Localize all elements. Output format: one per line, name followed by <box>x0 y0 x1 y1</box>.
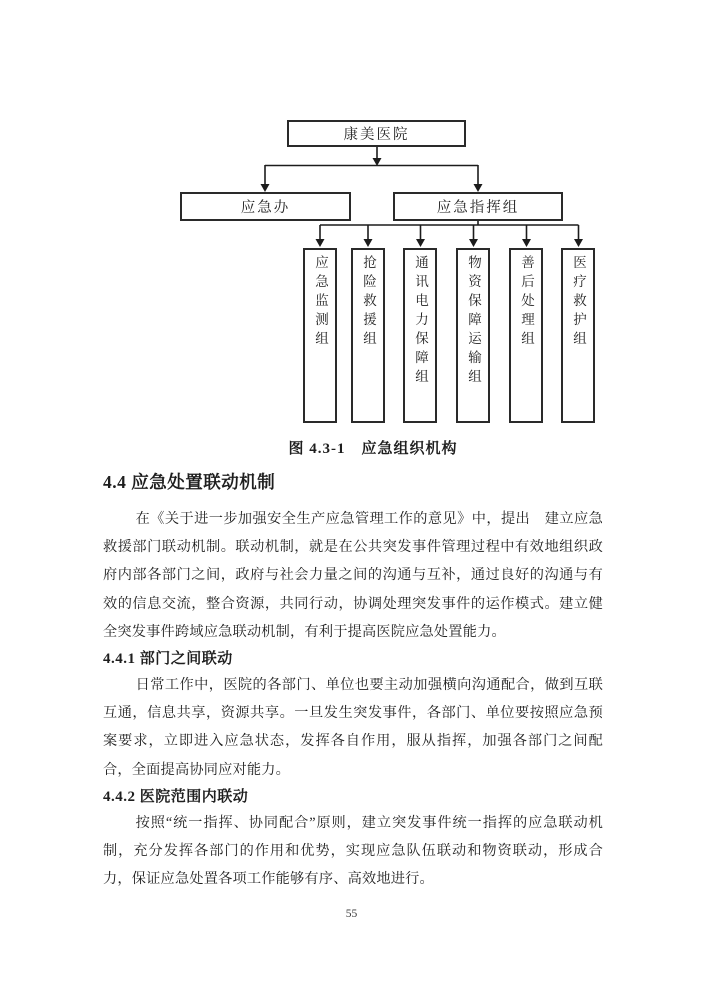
org-node-medical-aid-group-label: 医疗救护组 <box>571 255 586 350</box>
org-node-aftermath-group-label: 善后处理组 <box>519 255 534 350</box>
section-heading-4-4: 4.4 应急处置联动机制 <box>103 472 276 492</box>
section-paragraph-4-4-1: 日常工作中，医院的各部门、单位也要主动加强横向沟通配合，做到互联互通，信息共享，资源共享。一旦发生突发事件，各部门、单位要按照应急预案要求，立即进入应急状态，发挥各自作用，服从指挥，加强各部门之间配合，全面提高协同应对能力。 <box>103 677 603 778</box>
org-node-rescue-group <box>351 248 385 423</box>
org-node-hospital-label: 康美医院 <box>343 127 410 143</box>
org-node-rescue-group-label: 抢险救援组 <box>361 255 376 350</box>
org-node-monitoring-group-label: 应急监测组 <box>313 255 328 350</box>
org-node-supplies-transport-group <box>456 248 490 423</box>
figure-caption: 图 4.3-1 应急组织机构 <box>288 441 458 457</box>
org-node-aftermath-group <box>509 248 543 423</box>
org-node-command-group-label: 应急指挥组 <box>436 200 520 216</box>
section-paragraph-4-4-2: 按照“统一指挥、协同配合”原则，建立突发事件统一指挥的应急联动机制，充分发挥各部门的作用和优势，实现应急队伍联动和物资联动，形成合力，保证应急处置各项工作能够有序、高效地进行。 <box>103 814 603 888</box>
org-node-emergency-office-label: 应急办 <box>240 200 291 216</box>
section-heading-4-4-1: 4.4.1 部门之间联动 <box>103 651 233 668</box>
org-node-hospital <box>287 120 466 147</box>
org-node-comms-power-group <box>403 248 437 423</box>
org-node-medical-aid-group <box>561 248 595 423</box>
org-node-command-group <box>393 192 563 221</box>
org-node-monitoring-group <box>303 248 337 423</box>
section-heading-4-4-2: 4.4.2 医院范围内联动 <box>103 788 249 805</box>
body-text <box>103 464 603 893</box>
org-node-comms-power-group-label: 通讯电力保障组 <box>413 255 428 388</box>
org-node-supplies-transport-group-label: 物资保障运输组 <box>466 255 481 388</box>
page-number: 55 <box>345 908 358 920</box>
org-node-emergency-office <box>180 192 351 221</box>
section-paragraph-4-4: 在《关于进一步加强安全生产应急管理工作的意见》中，提出 建立应急救援部门联动机制。联动机制，就是在公共突发事件管理过程中有效地组织政府内部各部门之间，政府与社会力量之间的沟通与互补，通过良好的沟通与有效的信息交流，整合资源，共同行动，协调处理突发事件的运作模式。建立健全突发事件跨域应急联动机制，有利于提高医院应急处置能力。 <box>103 511 603 640</box>
